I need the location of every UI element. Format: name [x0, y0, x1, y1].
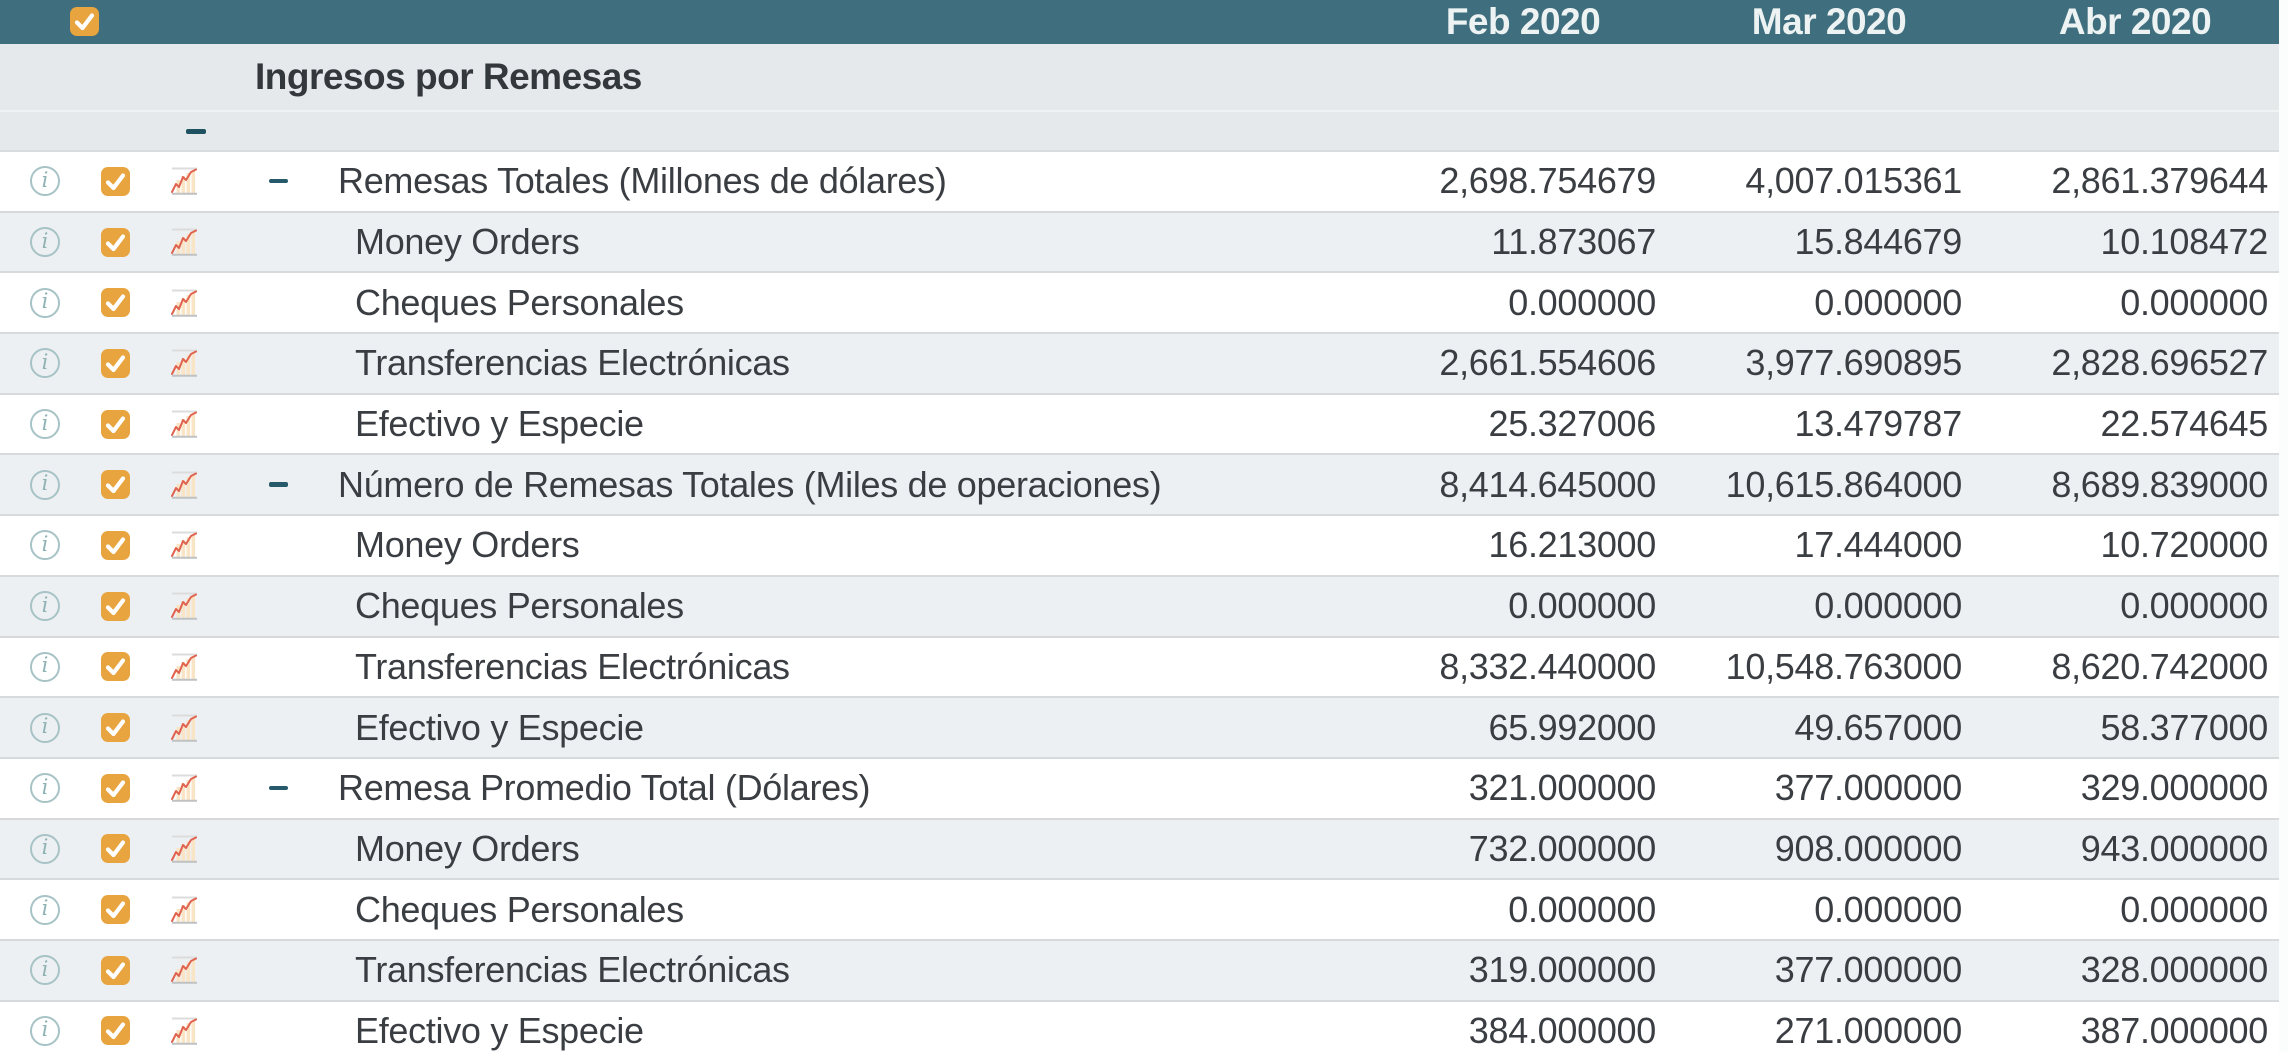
- checkmark-icon: [101, 895, 130, 924]
- table-row: [0, 759, 2288, 820]
- cell-feb-2020: 8,414.645000: [1439, 463, 1656, 505]
- checkmark-icon: [101, 228, 130, 257]
- row-label: Money Orders: [355, 221, 580, 263]
- cell-feb-2020: 8,332.440000: [1439, 645, 1656, 687]
- checkmark-icon: [101, 834, 130, 863]
- checkmark-icon: [101, 531, 130, 560]
- info-icon[interactable]: i: [30, 834, 60, 864]
- checkmark-icon: [101, 470, 130, 499]
- cell-abr-2020: 10.720000: [2100, 524, 2268, 566]
- checkmark-icon: [101, 592, 130, 621]
- info-icon[interactable]: i: [30, 409, 60, 439]
- collapse-all-minus-icon[interactable]: [186, 129, 206, 134]
- info-icon[interactable]: i: [30, 895, 60, 925]
- mini-chart-icon[interactable]: [171, 1017, 198, 1045]
- mini-chart-icon[interactable]: [171, 956, 198, 984]
- series-checkbox[interactable]: [101, 288, 130, 317]
- cell-feb-2020: 25.327006: [1488, 403, 1656, 445]
- series-checkbox[interactable]: [101, 834, 130, 863]
- table-row: [0, 880, 2288, 941]
- cell-feb-2020: 0.000000: [1508, 888, 1656, 930]
- checkmark-icon: [101, 288, 130, 317]
- cell-abr-2020: 8,620.742000: [2051, 645, 2268, 687]
- row-label: Efectivo y Especie: [355, 403, 644, 445]
- cell-abr-2020: 10.108472: [2100, 221, 2268, 263]
- cell-mar-2020: 49.657000: [1794, 706, 1962, 748]
- cell-mar-2020: 271.000000: [1774, 1009, 1962, 1051]
- checkmark-icon: [101, 410, 130, 439]
- series-checkbox[interactable]: [101, 470, 130, 499]
- table-row: [0, 516, 2288, 577]
- series-checkbox[interactable]: [101, 895, 130, 924]
- checkmark-icon: [101, 349, 130, 378]
- row-label: Cheques Personales: [355, 888, 684, 930]
- info-icon[interactable]: i: [30, 773, 60, 803]
- cell-abr-2020: 328.000000: [2080, 949, 2268, 991]
- cell-mar-2020: 377.000000: [1774, 949, 1962, 991]
- row-label: Transferencias Electrónicas: [355, 645, 790, 687]
- table-row: [0, 455, 2288, 516]
- column-header-abr-2020: Abr 2020: [2058, 1, 2212, 42]
- info-icon[interactable]: i: [30, 713, 60, 743]
- mini-chart-icon[interactable]: [171, 531, 198, 559]
- cell-mar-2020: 377.000000: [1774, 767, 1962, 809]
- mini-chart-icon[interactable]: [171, 592, 198, 620]
- mini-chart-icon[interactable]: [171, 289, 198, 317]
- cell-mar-2020: 3,977.690895: [1745, 342, 1962, 384]
- cell-feb-2020: 732.000000: [1468, 827, 1656, 869]
- cell-abr-2020: 329.000000: [2080, 767, 2268, 809]
- row-label: Cheques Personales: [355, 281, 684, 323]
- row-label: Transferencias Electrónicas: [355, 342, 790, 384]
- section-title: Ingresos por Remesas: [255, 56, 642, 97]
- group-collapse-row: [0, 112, 2288, 152]
- series-checkbox[interactable]: [101, 349, 130, 378]
- cell-feb-2020: 2,698.754679: [1439, 160, 1656, 202]
- info-icon[interactable]: i: [30, 530, 60, 560]
- info-icon[interactable]: i: [30, 470, 60, 500]
- cell-feb-2020: 2,661.554606: [1439, 342, 1656, 384]
- info-icon[interactable]: i: [30, 288, 60, 318]
- cell-mar-2020: 908.000000: [1774, 827, 1962, 869]
- cell-mar-2020: 4,007.015361: [1745, 160, 1962, 202]
- info-icon[interactable]: i: [30, 348, 60, 378]
- table-row: [0, 577, 2288, 638]
- table-row: [0, 273, 2288, 334]
- cell-mar-2020: 0.000000: [1814, 281, 1962, 323]
- row-label: Cheques Personales: [355, 585, 684, 627]
- cell-abr-2020: 2,828.696527: [2051, 342, 2268, 384]
- mini-chart-icon[interactable]: [171, 410, 198, 438]
- mini-chart-icon[interactable]: [171, 835, 198, 863]
- cell-feb-2020: 16.213000: [1488, 524, 1656, 566]
- collapse-row-minus-icon[interactable]: [269, 786, 288, 791]
- row-label: Remesa Promedio Total (Dólares): [338, 767, 871, 809]
- table-row: [0, 1002, 2288, 1052]
- cell-abr-2020: 387.000000: [2080, 1009, 2268, 1051]
- row-label: Transferencias Electrónicas: [355, 949, 790, 991]
- info-icon[interactable]: i: [30, 652, 60, 682]
- table-row: [0, 395, 2288, 456]
- table-row: [0, 820, 2288, 881]
- cell-feb-2020: 384.000000: [1468, 1009, 1656, 1051]
- series-checkbox[interactable]: [101, 531, 130, 560]
- table-body: [0, 152, 2288, 1052]
- row-label: Efectivo y Especie: [355, 706, 644, 748]
- cell-abr-2020: 0.000000: [2120, 281, 2268, 323]
- row-label: Número de Remesas Totales (Miles de operaciones): [338, 463, 1162, 505]
- checkmark-icon: [101, 167, 130, 196]
- table-row: [0, 698, 2288, 759]
- column-header-feb-2020: Feb 2020: [1445, 1, 1601, 42]
- series-checkbox[interactable]: [101, 774, 130, 803]
- mini-chart-icon[interactable]: [171, 228, 198, 256]
- checkmark-icon: [101, 956, 130, 985]
- checkmark-icon: [101, 652, 130, 681]
- info-icon[interactable]: i: [30, 227, 60, 257]
- section-header-row: [0, 44, 2288, 112]
- collapse-row-minus-icon[interactable]: [269, 179, 288, 184]
- cell-abr-2020: 0.000000: [2120, 888, 2268, 930]
- cell-mar-2020: 17.444000: [1794, 524, 1962, 566]
- cell-abr-2020: 943.000000: [2080, 827, 2268, 869]
- cell-mar-2020: 13.479787: [1794, 403, 1962, 445]
- checkmark-icon: [101, 1016, 130, 1045]
- cell-abr-2020: 0.000000: [2120, 585, 2268, 627]
- series-checkbox[interactable]: [101, 592, 130, 621]
- mini-chart-icon[interactable]: [171, 349, 198, 377]
- mini-chart-icon[interactable]: [171, 896, 198, 924]
- cell-abr-2020: 2,861.379644: [2051, 160, 2268, 202]
- mini-chart-icon[interactable]: [171, 653, 198, 681]
- checkmark-icon: [70, 7, 99, 36]
- row-label: Efectivo y Especie: [355, 1009, 644, 1051]
- row-label: Money Orders: [355, 524, 580, 566]
- cell-feb-2020: 11.873067: [1491, 221, 1656, 263]
- cell-abr-2020: 8,689.839000: [2051, 463, 2268, 505]
- cell-abr-2020: 22.574645: [2100, 403, 2268, 445]
- table-row: [0, 638, 2288, 699]
- series-checkbox[interactable]: [101, 1016, 130, 1045]
- cell-feb-2020: 0.000000: [1508, 281, 1656, 323]
- mini-chart-icon[interactable]: [171, 714, 198, 742]
- info-icon[interactable]: i: [30, 591, 60, 621]
- cell-mar-2020: 0.000000: [1814, 888, 1962, 930]
- column-header-mar-2020: Mar 2020: [1751, 1, 1907, 42]
- table-row: [0, 152, 2288, 213]
- row-label: Remesas Totales (Millones de dólares): [338, 160, 947, 202]
- right-gutter: [2279, 0, 2288, 1052]
- mini-chart-icon[interactable]: [171, 167, 198, 195]
- info-icon[interactable]: i: [30, 1016, 60, 1046]
- cell-mar-2020: 0.000000: [1814, 585, 1962, 627]
- info-icon[interactable]: i: [30, 166, 60, 196]
- collapse-row-minus-icon[interactable]: [269, 482, 288, 487]
- series-checkbox[interactable]: [101, 652, 130, 681]
- row-label: Money Orders: [355, 827, 580, 869]
- series-checkbox[interactable]: [101, 410, 130, 439]
- mini-chart-icon[interactable]: [171, 774, 198, 802]
- series-checkbox[interactable]: [101, 713, 130, 742]
- series-checkbox[interactable]: [101, 167, 130, 196]
- cell-mar-2020: 10,615.864000: [1725, 463, 1962, 505]
- checkmark-icon: [101, 774, 130, 803]
- cell-abr-2020: 58.377000: [2100, 706, 2268, 748]
- cell-mar-2020: 10,548.763000: [1725, 645, 1962, 687]
- table-row: [0, 941, 2288, 1002]
- table-row: [0, 213, 2288, 274]
- info-icon[interactable]: i: [30, 955, 60, 985]
- cell-feb-2020: 319.000000: [1468, 949, 1656, 991]
- select-all-checkbox[interactable]: [70, 7, 99, 36]
- series-checkbox[interactable]: [101, 956, 130, 985]
- table-header-bar: [0, 0, 2288, 44]
- mini-chart-icon[interactable]: [171, 471, 198, 499]
- cell-feb-2020: 65.992000: [1488, 706, 1656, 748]
- table-row: [0, 334, 2288, 395]
- cell-feb-2020: 0.000000: [1508, 585, 1656, 627]
- series-checkbox[interactable]: [101, 228, 130, 257]
- cell-feb-2020: 321.000000: [1468, 767, 1656, 809]
- checkmark-icon: [101, 713, 130, 742]
- cell-mar-2020: 15.844679: [1794, 221, 1962, 263]
